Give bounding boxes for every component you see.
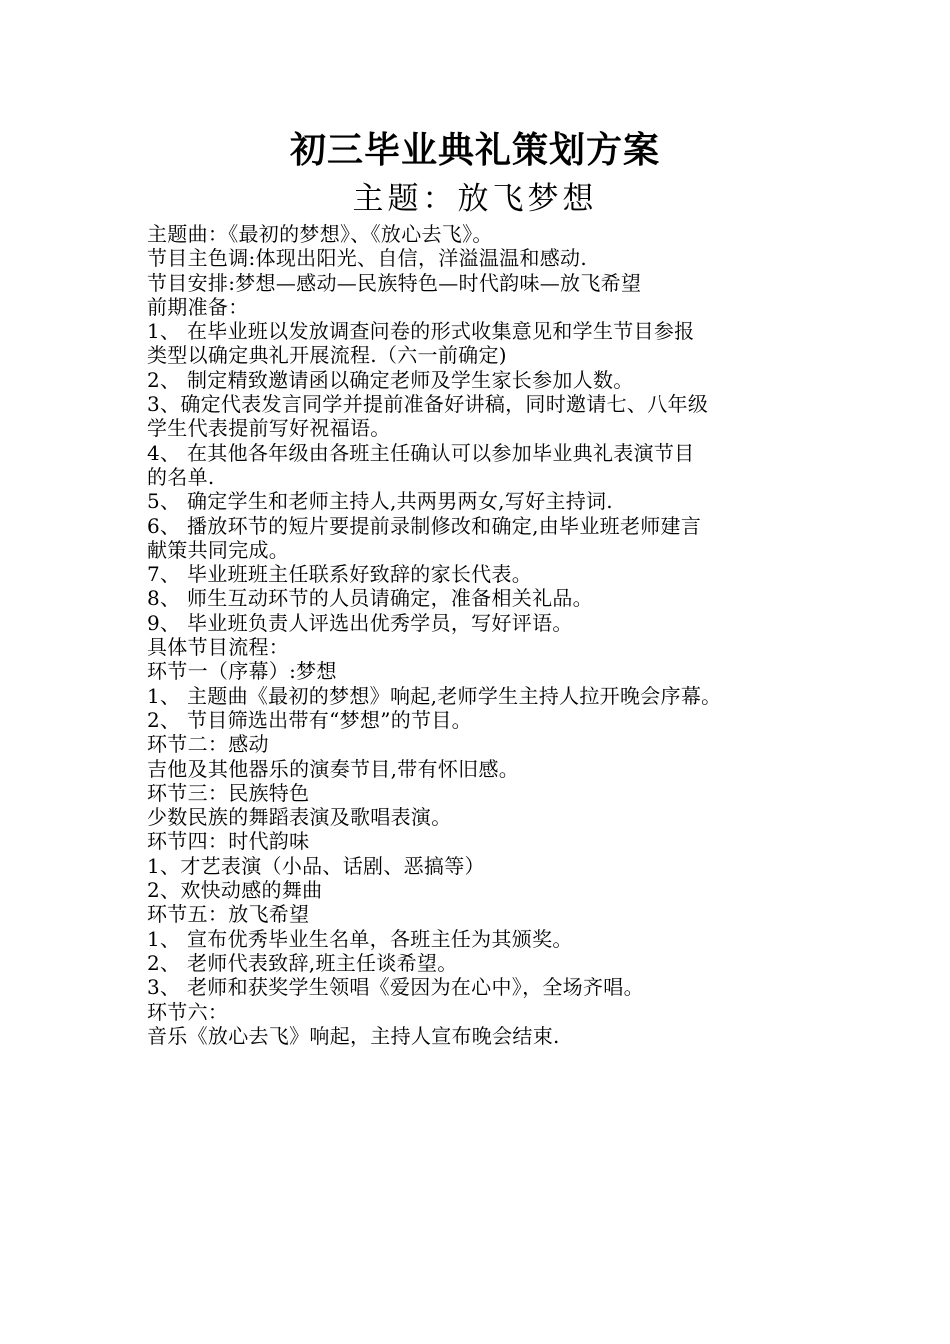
- body-line: 献策共同完成。: [147, 537, 290, 562]
- body-line: 3、 老师和获奖学生领唱《爱因为在心中》，全场齐唱。: [147, 975, 644, 1000]
- body-line: 环节六：: [147, 999, 229, 1024]
- body-line: 6、 播放环节的短片要提前录制修改和确定,由毕业班老师建言: [147, 513, 702, 538]
- body-line: 类型以确定典礼开展流程.（六一前确定): [147, 343, 507, 368]
- body-line: 学生代表提前写好祝福语。: [147, 416, 391, 441]
- body-line: 节目安排:梦想—感动—民族特色—时代韵味—放飞希望: [147, 270, 642, 295]
- body-line: 吉他及其他器乐的演奏节目,带有怀旧感。: [147, 756, 520, 781]
- body-line: 环节四：时代韵味: [147, 829, 310, 854]
- body-line: 2、 老师代表致辞,班主任谈希望。: [147, 950, 458, 975]
- body-line: 少数民族的舞蹈表演及歌唱表演。: [147, 805, 452, 830]
- body-line: 环节一（序幕）:梦想: [147, 659, 337, 684]
- body-line: 音乐《放心去飞》响起，主持人宣布晚会结束.: [147, 1023, 560, 1048]
- body-line: 2、 节目筛选出带有“梦想”的节目。: [147, 707, 472, 732]
- body-line: 8、 师生互动环节的人员请确定，准备相关礼品。: [147, 586, 593, 611]
- body-line: 1、 在毕业班以发放调查问卷的形式收集意见和学生节目参报: [147, 319, 695, 344]
- body-line: 1、 主题曲《最初的梦想》响起,老师学生主持人拉开晚会序幕。: [147, 683, 722, 708]
- body-line: 主题曲：《最初的梦想》、《放心去飞》。: [147, 222, 493, 246]
- body-line: 环节二：感动: [147, 732, 269, 757]
- body-line: 5、 确定学生和老师主持人,共两男两女,写好主持词.: [147, 489, 613, 514]
- body-line: 2、欢快动感的舞曲: [147, 878, 323, 903]
- body-line: 的名单.: [147, 464, 215, 489]
- body-line: 前期准备：: [147, 294, 249, 319]
- document-body: [147, 222, 847, 1048]
- body-line: 7、 毕业班班主任联系好致辞的家长代表。: [147, 562, 533, 587]
- document-title: 初三毕业典礼策划方案: [289, 130, 660, 171]
- body-line: 环节三：民族特色: [147, 780, 310, 805]
- body-line: 环节五：放飞希望: [147, 902, 310, 927]
- body-line: 具体节目流程：: [147, 635, 290, 660]
- body-line: 2、 制定精致邀请函以确定老师及学生家长参加人数。: [147, 367, 634, 392]
- body-line: 1、 宣布优秀毕业生名单，各班主任为其颁奖。: [147, 926, 573, 951]
- body-line: 9、 毕业班负责人评选出优秀学员，写好评语。: [147, 610, 573, 635]
- body-line: 3、确定代表发言同学并提前准备好讲稿，同时邀请七、八年级: [147, 392, 709, 417]
- document-subtitle: 主题：放飞梦想: [352, 181, 598, 217]
- body-line: 1、才艺表演（小品、话剧、恶搞等）: [147, 853, 485, 878]
- body-line: 节目主色调:体现出阳光、自信，洋溢温温和感动.: [147, 246, 587, 271]
- body-line: 4、 在其他各年级由各班主任确认可以参加毕业典礼表演节目: [147, 440, 695, 465]
